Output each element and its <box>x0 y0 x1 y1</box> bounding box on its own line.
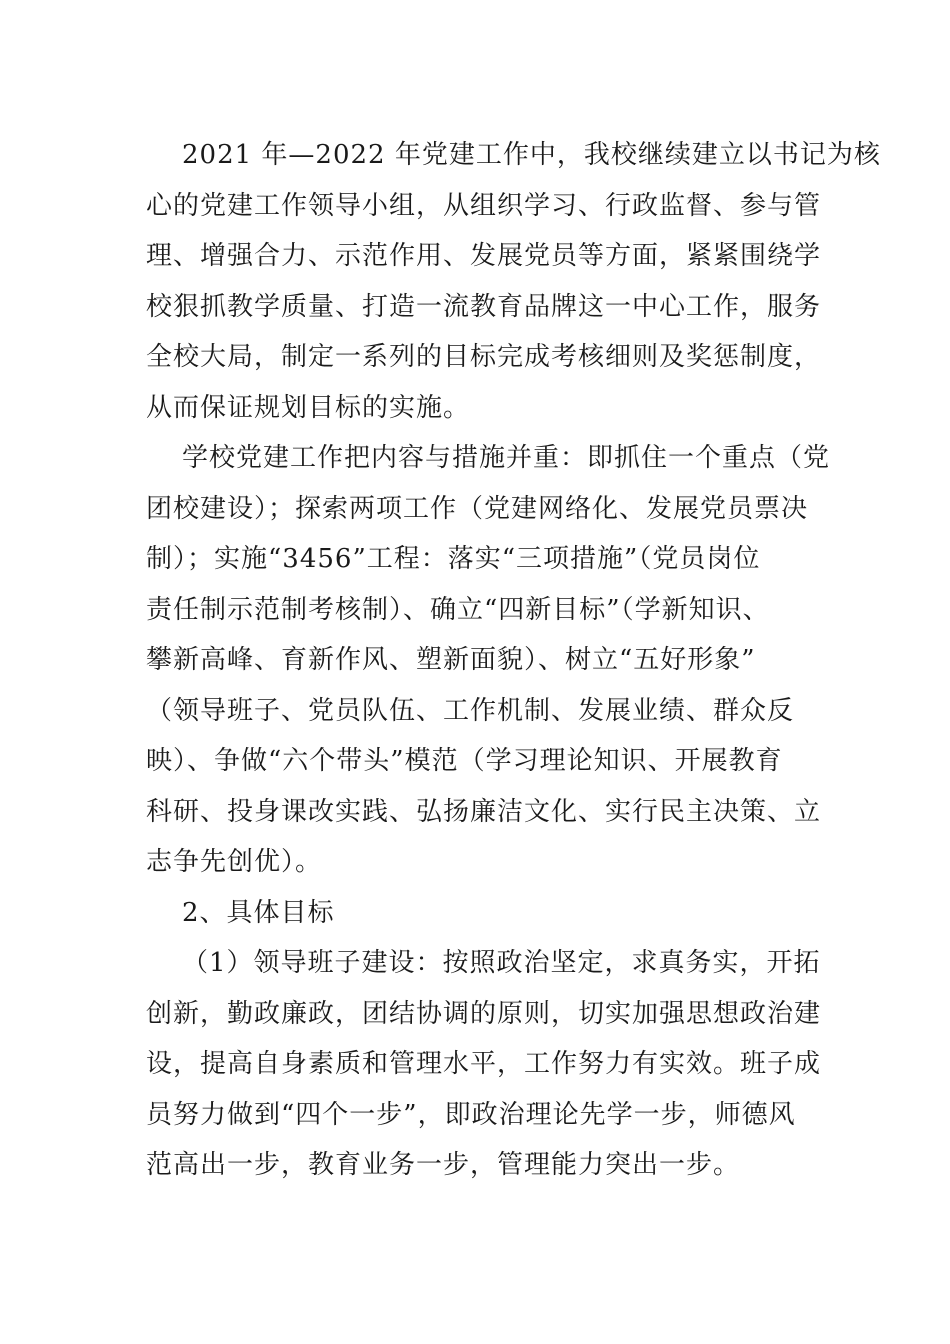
text-line: 理、增强合力、示范作用、发展党员等方面，紧紧围绕学 <box>146 241 822 271</box>
text-line: 心的党建工作领导小组，从组织学习、行政监督、参与管 <box>146 190 822 221</box>
text-line: 从而保证规划目标的实施。 <box>146 392 471 423</box>
text-line: 责任制示范制考核制）、确立“四新目标”（学新知识、 <box>146 594 770 625</box>
text-line: 学校党建工作把内容与措施并重：即抓住一个重点（党 <box>182 443 831 473</box>
text-line: 映）、争做“六个带头”模范（学习理论知识、开展教育 <box>146 746 783 776</box>
section-heading-specific-goals <box>146 888 810 939</box>
text-line: 校狠抓教学质量、打造一流教育品牌这一中心工作，服务 <box>146 291 822 322</box>
text-line: 创新，勤政廉政，团结协调的原则，切实加强思想政治建 <box>146 998 822 1029</box>
paragraph-leadership-team <box>146 938 822 1191</box>
text-line: 员努力做到“四个一步”，即政治理论先学一步，师德风 <box>146 1099 796 1130</box>
text-line: 全校大局，制定一系列的目标完成考核细则及奖惩制度， <box>146 342 822 372</box>
text-line: （领导班子、党员队伍、工作机制、发展业绩、群众反 <box>146 695 795 726</box>
paragraph-content-and-measures <box>146 433 831 888</box>
text-line: 团校建设）；探索两项工作（党建网络化、发展党员票决 <box>146 493 809 524</box>
document-body <box>146 130 881 1191</box>
text-line: 制）；实施“3456”工程：落实“三项措施”（党员岗位 <box>146 544 761 574</box>
section-heading: 2、具体目标 <box>182 897 335 928</box>
paragraph-party-building-overview <box>146 130 881 433</box>
text-line: 科研、投身课改实践、弘扬廉洁文化、实行民主决策、立 <box>146 796 822 827</box>
text-line: 志争先创优）。 <box>146 847 323 877</box>
text-line: 设，提高自身素质和管理水平，工作努力有实效。班子成 <box>146 1049 822 1079</box>
text-line: 攀新高峰、育新作风、塑新面貌）、树立“五好形象” <box>146 645 756 675</box>
text-line: 2021 年—2022 年党建工作中，我校继续建立以书记为核 <box>182 140 881 170</box>
text-line: （1）领导班子建设：按照政治坚定，求真务实，开拓 <box>182 948 821 978</box>
text-line: 范高出一步，教育业务一步，管理能力突出一步。 <box>146 1150 741 1180</box>
